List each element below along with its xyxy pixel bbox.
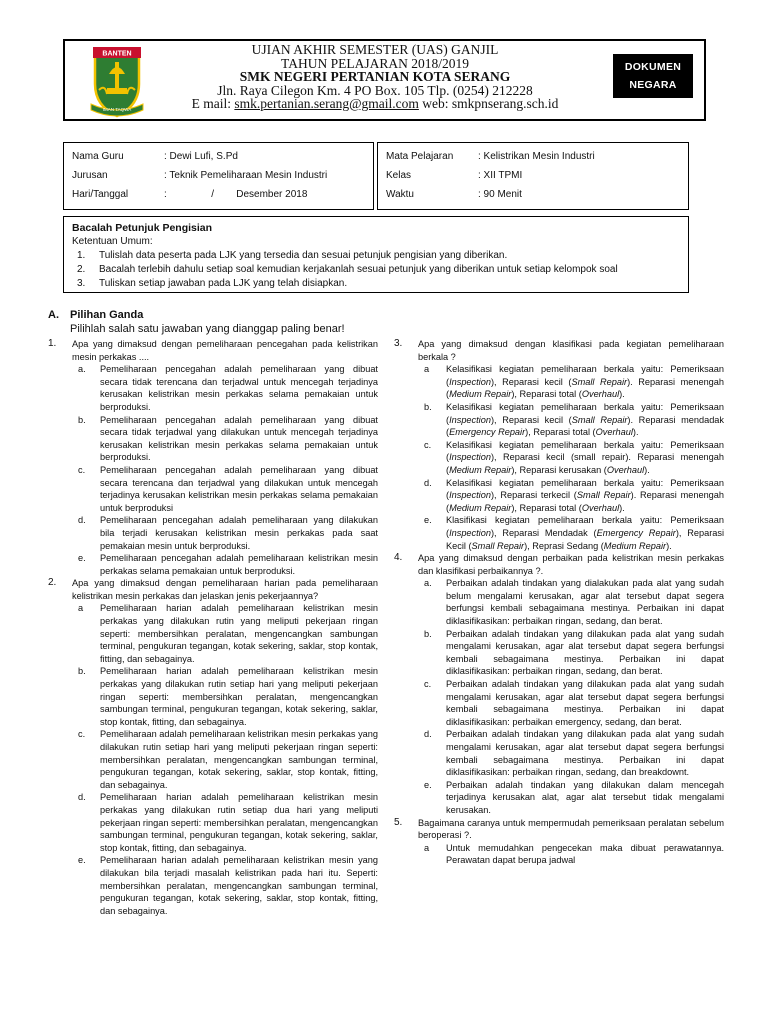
teacher-info-box: Nama Guru : Dewi Lufi, S.Pd Jurusan : Teknik Pemeliharaan Mesin Industri Hari/Tanggal : / Desember 2018	[63, 142, 374, 210]
option-1e[interactable]: e. Pemeliharaan pencegahan adalah pemeliharaan kelistrikan mesin perkakas selama pemakaian untuk berproduksi.	[78, 553, 378, 576]
instructions-box	[63, 216, 689, 293]
header-title-block	[185, 43, 565, 111]
question-4: 4. Apa yang dimaksud dengan perbaikan pada kelistrikan mesin perkakas dan klasifikasi perbaikannya ?.	[394, 552, 724, 576]
section-instruction: Pilihlah salah satu jawaban yang dianggap paling benar!	[70, 323, 345, 335]
school-contact: E mail: smk.pertanian.serang@gmail.com web: smkpnserang.sch.id	[191, 96, 559, 111]
instructions-heading: Bacalah Petunjuk Pengisian	[72, 222, 213, 234]
option-4c[interactable]: c. Perbaikan adalah tindakan yang dilakukan pada alat yang sudah mengalami kerusakan, agar alat tersebut dapat segera berfungsi kembali sebagaimana mestinya. Perbaikan ini dapat diklasifikasikan: perbaikan emergency, sedang, dan berat.	[424, 679, 724, 727]
question-5: 5. Bagaimana caranya untuk mempermudah pemeriksaan peralatan sebelum beroperasi ?.	[394, 816, 724, 841]
option-3d[interactable]: d. Kelasifikasi kegiatan pemeliharaan berkala yaitu: Pemeriksaan (Inspection), Reparasi terkecil (Small Repair). Reparasi menengah (Medium Repair), Reparasi total (Overhaul).	[424, 477, 725, 513]
option-4b[interactable]: b. Perbaikan adalah tindakan yang dilakukan pada alat yang sudah mengalami kerusakan, agar alat tersebut dapat segera berfungsi kembali sebagaimana mestinya. Perbaikan ini dapat diklasifikasikan: perbaikan ringan, sedang, dan berat.	[424, 628, 724, 677]
option-3b[interactable]: b. Kelasifikasi kegiatan pemeliharaan berkala yaitu: Pemeriksaan (Inspection), Reparasi kecil (Small Repair). Reparasi mendadak (Emergency Repair), Reparasi total (Overhaul).	[424, 401, 725, 438]
svg-text:IMAN TAQWA: IMAN TAQWA	[102, 107, 132, 112]
option-1c[interactable]: c. Pemeliharaan pencegahan adalah pemeliharaan yang dibuat secara terencana dan terjadwal yang dilakukan untuk mencegah terjadinya kerusakan kelistrikan mesin perkakas selama pemakaian untuk berproduksi	[78, 464, 378, 513]
option-3e[interactable]: e. Klasifikasi kegiatan pemeliharaan berkala yaitu: Pemeriksaan (Inspection), Reparasi Mendadak (Emergency Repair), Reparasi Kecil (Small Repair), Reprasi Sedang (Medium Repair).	[424, 515, 724, 551]
option-5a[interactable]: a Untuk memudahkan pengecekan maka dibuat perawatannya. Perawatan dapat berupa jadwal	[424, 842, 724, 866]
option-2c[interactable]: c. Pemeliharaan adalah pemeliharaan kelistrikan mesin perkakas yang dilakukan rutin setiap hari yang meliputi pekerjaan ringan seperti: membersihkan peralatan, mengencangkan sambungan terminal, pengukuran tegangan, kotak sekering, saklar, stop kontak, fitting, dan sebagainya.	[78, 729, 378, 790]
option-4e[interactable]: e. Perbaikan adalah tindakan yang dilakukan dalam mencegah terjadinya kerusakan alat, agar alat tersebut tidak mengalami kerusakan.	[424, 779, 724, 815]
option-4a[interactable]: a. Perbaikan adalah tindakan yang dialakukan pada alat yang sudah belum mengalami kerusakan, agar alat tersebut dapat segera berfungsi kembali sebagaimana mestinya. Perbaikan ini dapat diklasifikasikan: perbaikan ringan, sedang, dan berat.	[424, 578, 724, 627]
letterhead	[63, 39, 706, 121]
subject-info-box: Mata Pelajaran : Kelistrikan Mesin Industri Kelas : XII TPMI Waktu : 90 Menit	[377, 142, 689, 210]
banten-logo	[89, 44, 145, 118]
question-3: 3. Apa yang dimaksud dengan klasifikasi pada kegiatan pemeliharaan berkala ?	[394, 338, 724, 362]
left-column	[48, 338, 378, 917]
option-3a[interactable]: a Kelasifikasi kegiatan pemeliharaan berkala yaitu: Pemeriksaan (Inspection), Reparasi kecil (Small Repair). Reparasi menengah (Medium Repair), Reparasi total (Overhaul).	[424, 364, 725, 400]
option-1d[interactable]: d. Pemeliharaan pencegahan adalah pemeliharaan yang dilakukan bila terjadi kerusakan kelistrikan mesin perkakas pada saat pemakaian mesin untuk berproduksi.	[78, 515, 378, 551]
school-name: SMK NEGERI PERTANIAN KOTA SERANG	[239, 69, 511, 84]
instruction-item: 2. Bacalah terlebih dahulu setiap soal kemudian kerjakanlah sesuai petunjuk yang diberikan untuk setiap kelompok soal	[77, 264, 618, 275]
school-address: Jln. Raya Cilegon Km. 4 PO Box. 105 Tlp. (0254) 212228	[217, 82, 533, 98]
option-3c[interactable]: c. Kelasifikasi kegiatan pemeliharaan berkala yaitu: Pemeriksaan (Inspection), Reparasi kecil (small repair). Reparasi menengah (Medium Repair), Reparasi kerusakan (Overhaul).	[424, 439, 724, 475]
question-2: 2. Apa yang dimaksud dengan pemeliharaan harian pada pemeliharaan kelistrikan mesin perkakas dan jelaskan jenis pekerjaannya?	[48, 577, 378, 601]
option-1a[interactable]: a. Pemeliharaan pencegahan adalah pemeliharaan yang dibuat secara tidak terencana dan terjadwal untuk mencegah terjadinya kerusakan kelistrikan mesin perkakas selama pemakaian untuk berproduksi.	[78, 364, 378, 412]
exam-title: UJIAN AKHIR SEMESTER (UAS) GANJIL	[251, 42, 499, 57]
option-2b[interactable]: b. Pemeliharaan harian adalah pemeliharaan kelistrikan mesin perkakas yang dilakukan rutin setiap hari yang meliputi pekerjaan ringan seperti: membersihkan peralatan, mengencangkan sambungan terminal, pengukuran tegangan, kotak sekering, saklar, stop kontak, fitting, dan sebagainya.	[78, 666, 378, 727]
instructions-subheading: Ketentuan Umum:	[72, 236, 153, 247]
dokumen-negara-badge: DOKUMEN NEGARA	[613, 54, 693, 98]
option-2d[interactable]: d. Pemeliharaan harian adalah pemeliharaan kelistrikan mesin perkakas yang dilakukan rutin setiap dua hari yang meliputi pekerjaan ringan seperti: membersihkan peralatan, mengencangkan sambungan terminal, pengukuran tegangan, kotak sekering, saklar, stop kontak, fitting, dan sebagainya.	[78, 792, 378, 853]
option-2a[interactable]: a Pemeliharaan harian adalah pemeliharaan kelistrikan mesin perkakas yang dilakukan rutin yang meliputi pekerjaan ringan seperti: membersihkan peralatan, mengencangkan sambungan terminal, pengukuran tegangan, kotak sekering, saklar, stop kontak, fitting, dan sebagainya.	[78, 603, 378, 664]
option-2e[interactable]: e. Pemeliharaan harian adalah pemeliharaan kelistrikan mesin yang dilakukan bila terjadi masalah kelistrikan pada hari itu. Seperti: membersihkan peralatan, mengencangkan sambungan terminal, pengukuran tegangan, kotak sekering, saklar, stop kontak, fitting, dan sebagainya.	[78, 855, 378, 916]
section-heading: A. Pilihan Ganda	[48, 309, 144, 321]
instruction-item: 1. Tulislah data peserta pada LJK yang tersedia dan sesuai petunjuk pengisian yang diberikan.	[77, 250, 508, 261]
question-1: 1. Apa yang dimaksud dengan pemeliharaan pencegahan pada kelistrikan mesin perkakas ....	[48, 338, 378, 362]
option-4d[interactable]: d. Perbaikan adalah tindakan yang dilakukan pada alat yang sudah mengalami kerusakan, agar alat tersebut dapat segera berfungsi kembali sebagaimana mestinya. Perbaikan ini dapat diklasifikasikan: perbaikan ringan, sedang, dan breakdownt.	[424, 729, 724, 778]
instruction-item: 3. Tuliskan setiap jawaban pada LJK yang telah disiapkan.	[77, 278, 348, 289]
option-1b[interactable]: b. Pemeliharaan pencegahan adalah pemeliharaan yang dibuat secara tidak terjadwal yang dilakukan untuk mencegah terjadinya kerusakan kelistrikan mesin perkakas selama pemakaian untuk berproduksi.	[78, 414, 378, 463]
svg-text:BANTEN: BANTEN	[102, 50, 132, 58]
right-column	[394, 338, 725, 867]
academic-year: TAHUN PELAJARAN 2018/2019	[281, 55, 469, 71]
school-email-link[interactable]: smk.pertanian.serang@gmail.com	[234, 96, 419, 111]
